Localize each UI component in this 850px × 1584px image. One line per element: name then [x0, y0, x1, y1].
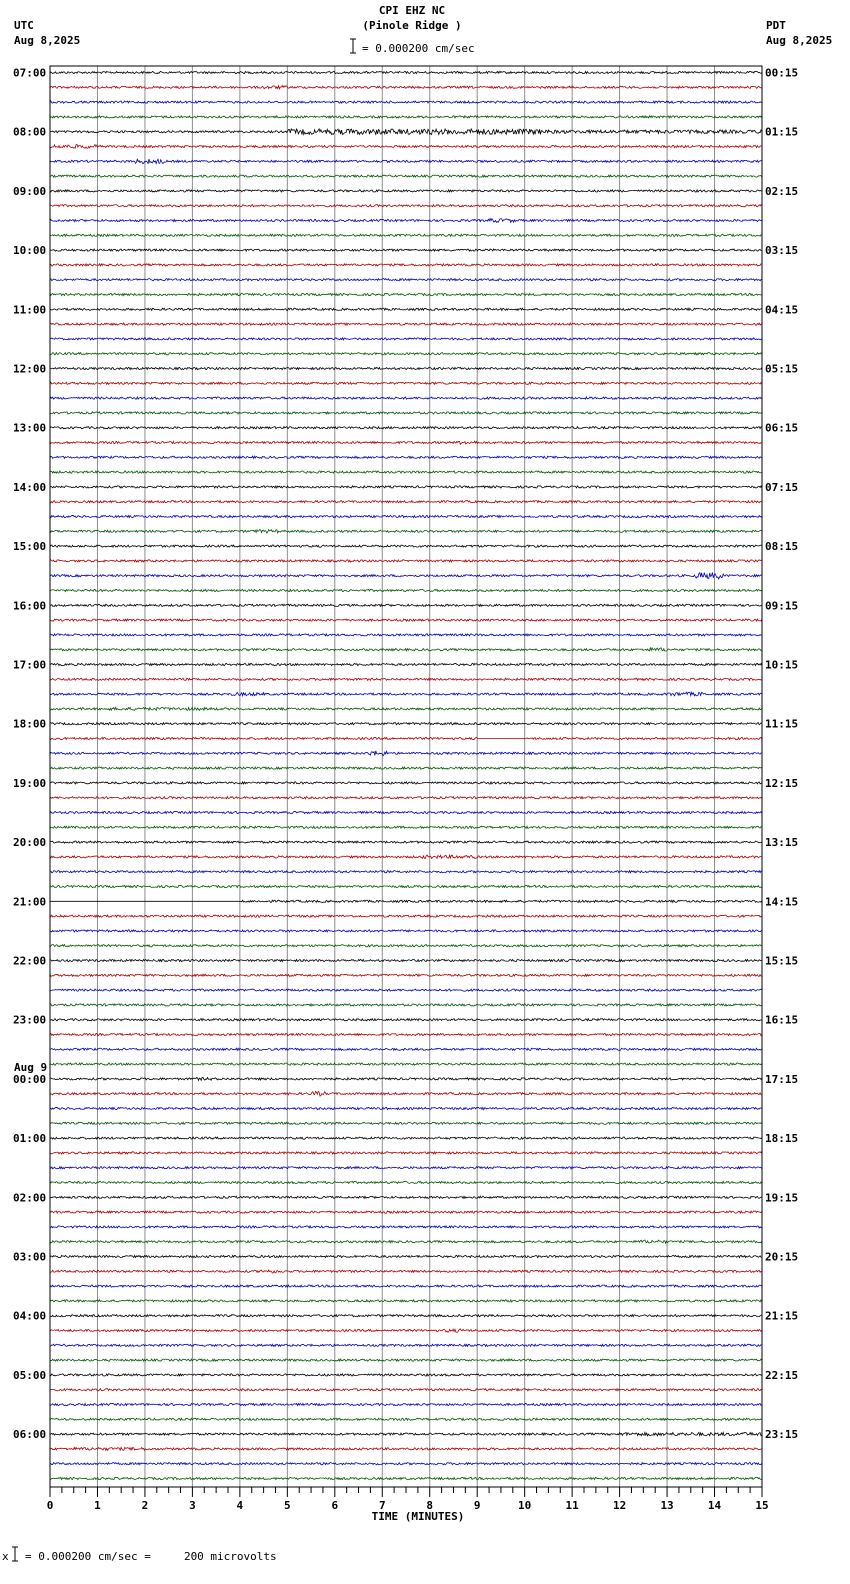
utc-hour-label: 22:00 [13, 954, 47, 968]
seismic-trace [50, 1196, 762, 1198]
pdt-hour-label: 15:15 [765, 954, 799, 968]
seismic-trace [50, 1359, 762, 1361]
utc-hour-label: 10:00 [13, 244, 47, 258]
pdt-hour-labels [765, 67, 798, 1442]
x-tick-label: 6 [331, 1499, 339, 1512]
seismic-trace [50, 707, 762, 710]
seismic-trace [50, 1285, 762, 1287]
left-date-label: Aug 8,2025 [14, 34, 81, 47]
seismic-trace [50, 1122, 762, 1124]
seismic-trace [50, 1447, 762, 1450]
pdt-hour-label: 01:15 [765, 125, 799, 139]
pdt-hour-label: 23:15 [765, 1428, 799, 1442]
seismic-trace [50, 663, 762, 665]
pdt-hour-label: 17:15 [765, 1072, 799, 1086]
utc-hour-label: 18:00 [13, 717, 47, 731]
station-title: CPI EHZ NC [378, 4, 446, 17]
x-tick-label: 7 [378, 1499, 386, 1512]
seismic-trace [50, 397, 762, 399]
seismic-trace [50, 219, 762, 223]
x-tick-label: 2 [141, 1499, 149, 1512]
seismic-trace [50, 900, 762, 902]
utc-hour-label: 04:00 [13, 1309, 47, 1323]
utc-hour-label: 21:00 [13, 895, 47, 909]
utc-hour-label: 15:00 [13, 540, 47, 554]
x-tick-label: 15 [755, 1499, 769, 1512]
seismic-trace [50, 456, 762, 458]
seismic-trace [50, 1329, 762, 1332]
x-tick-label: 12 [612, 1499, 627, 1512]
day-change-label: Aug 9 [14, 1061, 48, 1074]
x-tick-label: 0 [46, 1499, 54, 1512]
pdt-hour-label: 07:15 [765, 480, 799, 494]
x-tick-label: 9 [473, 1499, 481, 1512]
seismic-trace [50, 1344, 762, 1346]
seismic-trace [50, 1152, 762, 1154]
seismic-trace [50, 634, 762, 636]
seismic-trace [50, 604, 762, 606]
pdt-hour-label: 09:15 [765, 599, 799, 613]
right-timezone-label: PDT [766, 19, 786, 32]
seismic-trace [50, 175, 762, 177]
seismic-trace [50, 1226, 762, 1228]
pdt-hour-label: 19:15 [765, 1191, 799, 1205]
seismic-trace [50, 619, 762, 621]
seismic-trace [50, 767, 762, 769]
seismic-trace [50, 367, 762, 369]
seismic-trace [50, 190, 762, 192]
seismic-trace [50, 841, 762, 843]
seismic-trace [50, 1107, 762, 1109]
seismic-trace [50, 751, 762, 756]
right-date-label: Aug 8,2025 [766, 34, 833, 47]
scale-bar-icon [350, 39, 356, 53]
seismic-trace [50, 427, 762, 429]
seismic-trace [50, 1181, 762, 1183]
seismic-trace [50, 1374, 762, 1376]
scale-label: = 0.000200 cm/sec [362, 42, 475, 55]
seismic-trace [50, 86, 762, 89]
seismic-trace [50, 648, 762, 651]
seismic-trace [50, 159, 762, 163]
utc-hour-label: 00:00 [13, 1072, 47, 1086]
seismic-trace [50, 1255, 762, 1257]
x-axis-label: TIME (MINUTES) [371, 1510, 465, 1523]
seismic-trace [50, 545, 762, 547]
pdt-hour-label: 00:15 [765, 66, 799, 80]
seismic-trace [50, 145, 762, 149]
pdt-hour-label: 22:15 [765, 1368, 799, 1382]
x-tick-label: 10 [518, 1499, 532, 1512]
seismic-trace [50, 678, 762, 680]
pdt-hour-label: 03:15 [765, 244, 799, 258]
seismic-trace [50, 1389, 762, 1391]
utc-hour-label: 19:00 [13, 776, 47, 790]
x-tick-label: 14 [707, 1499, 722, 1512]
seismic-trace [50, 797, 762, 799]
pdt-hour-label: 18:15 [765, 1132, 799, 1146]
seismic-trace [50, 737, 762, 739]
seismic-trace [50, 412, 762, 414]
seismic-trace [50, 1048, 762, 1050]
utc-hour-label: 09:00 [13, 184, 47, 198]
seismic-trace [50, 1167, 762, 1169]
footer-scale-bar-icon [12, 1547, 18, 1561]
utc-hour-label: 14:00 [13, 480, 47, 494]
seismic-trace [50, 205, 762, 207]
seismic-trace [50, 826, 762, 828]
utc-hour-label: 11:00 [13, 303, 47, 317]
seismic-trace [50, 471, 762, 473]
footer-marker: x [2, 1550, 9, 1563]
seismic-trace [50, 293, 762, 295]
seismic-trace [50, 1463, 762, 1465]
seismic-trace [50, 915, 762, 917]
seismic-trace [50, 945, 762, 947]
station-location: (Pinole Ridge ) [362, 19, 462, 32]
utc-hour-label: 05:00 [13, 1368, 47, 1382]
seismic-trace [50, 71, 762, 73]
seismic-trace [50, 1418, 762, 1420]
x-tick-label: 5 [284, 1499, 291, 1512]
seismic-trace [50, 486, 762, 488]
utc-hour-label: 17:00 [13, 658, 47, 672]
pdt-hour-label: 04:15 [765, 303, 799, 317]
utc-hour-label: 20:00 [13, 836, 47, 850]
footer-scale-label: = 0.000200 cm/sec = 200 microvolts [25, 1550, 277, 1563]
seismic-trace [50, 974, 762, 976]
x-tick-label: 8 [426, 1499, 434, 1512]
left-timezone-label: UTC [14, 19, 34, 32]
seismic-trace [50, 1240, 762, 1243]
pdt-hour-label: 20:15 [765, 1250, 799, 1264]
seismic-trace [50, 811, 762, 813]
seismic-trace [50, 782, 762, 784]
seismic-trace [50, 308, 762, 310]
pdt-hour-label: 08:15 [765, 540, 799, 554]
utc-hour-label: 06:00 [13, 1428, 47, 1442]
seismic-trace [50, 1063, 762, 1065]
seismic-trace [50, 1091, 762, 1096]
seismic-trace [50, 234, 762, 236]
seismic-trace [50, 989, 762, 991]
seismic-trace [50, 1300, 762, 1302]
utc-hour-label: 16:00 [13, 599, 47, 613]
utc-hour-label: 08:00 [13, 125, 47, 139]
seismic-trace [50, 279, 762, 281]
utc-hour-label: 01:00 [13, 1132, 47, 1146]
seismic-trace [50, 441, 762, 444]
seismic-trace [50, 353, 762, 355]
seismic-trace [50, 560, 762, 562]
utc-hour-labels [13, 67, 46, 1442]
seismic-trace [50, 1077, 762, 1080]
x-tick-label: 3 [189, 1499, 196, 1512]
utc-hour-label: 23:00 [13, 1013, 47, 1027]
pdt-hour-label: 12:15 [765, 776, 799, 790]
seismic-trace [50, 885, 762, 887]
pdt-hour-label: 10:15 [765, 658, 799, 672]
seismic-trace [50, 129, 762, 135]
seismic-trace [50, 1033, 762, 1035]
pdt-hour-label: 11:15 [765, 717, 799, 731]
seismic-trace [50, 589, 762, 591]
seismic-trace [50, 871, 762, 873]
seismic-trace [50, 323, 762, 325]
seismic-trace [50, 530, 762, 533]
pdt-hour-label: 14:15 [765, 895, 799, 909]
seismic-trace [50, 692, 762, 696]
seismic-trace [50, 501, 762, 503]
x-tick-label: 11 [565, 1499, 579, 1512]
seismic-trace [50, 1019, 762, 1021]
utc-hour-label: 02:00 [13, 1191, 47, 1205]
seismic-trace [50, 1211, 762, 1213]
seismic-trace [50, 1315, 762, 1317]
seismic-trace [50, 1477, 762, 1479]
seismic-trace [50, 116, 762, 118]
seismic-trace [50, 264, 762, 266]
utc-hour-label: 13:00 [13, 421, 47, 435]
utc-hour-label: 12:00 [13, 362, 47, 376]
pdt-hour-label: 21:15 [765, 1309, 799, 1323]
pdt-hour-label: 05:15 [765, 362, 799, 376]
utc-hour-label: 03:00 [13, 1250, 47, 1264]
x-tick-label: 1 [94, 1499, 101, 1512]
seismic-trace [50, 930, 762, 932]
x-tick-label: 4 [236, 1499, 244, 1512]
seismic-trace [50, 1270, 762, 1273]
seismic-trace [50, 855, 762, 858]
x-tick-label: 13 [660, 1499, 674, 1512]
pdt-hour-label: 02:15 [765, 184, 799, 198]
seismic-trace [50, 249, 762, 251]
seismic-trace [50, 1137, 762, 1139]
seismic-trace [50, 959, 762, 961]
x-axis [47, 1487, 769, 1512]
seismic-trace [50, 515, 762, 517]
pdt-hour-label: 16:15 [765, 1013, 799, 1027]
seismic-trace [50, 338, 762, 340]
seismic-trace [50, 1432, 762, 1435]
pdt-hour-label: 13:15 [765, 836, 799, 850]
seismic-trace [50, 382, 762, 384]
seismic-trace [50, 1403, 762, 1405]
seismic-trace [50, 723, 762, 725]
trace-group [50, 71, 762, 1479]
seismic-trace [50, 101, 762, 103]
seismic-trace [50, 572, 762, 579]
utc-hour-label: 07:00 [13, 66, 47, 80]
pdt-hour-label: 06:15 [765, 421, 799, 435]
seismic-trace [50, 1004, 762, 1006]
